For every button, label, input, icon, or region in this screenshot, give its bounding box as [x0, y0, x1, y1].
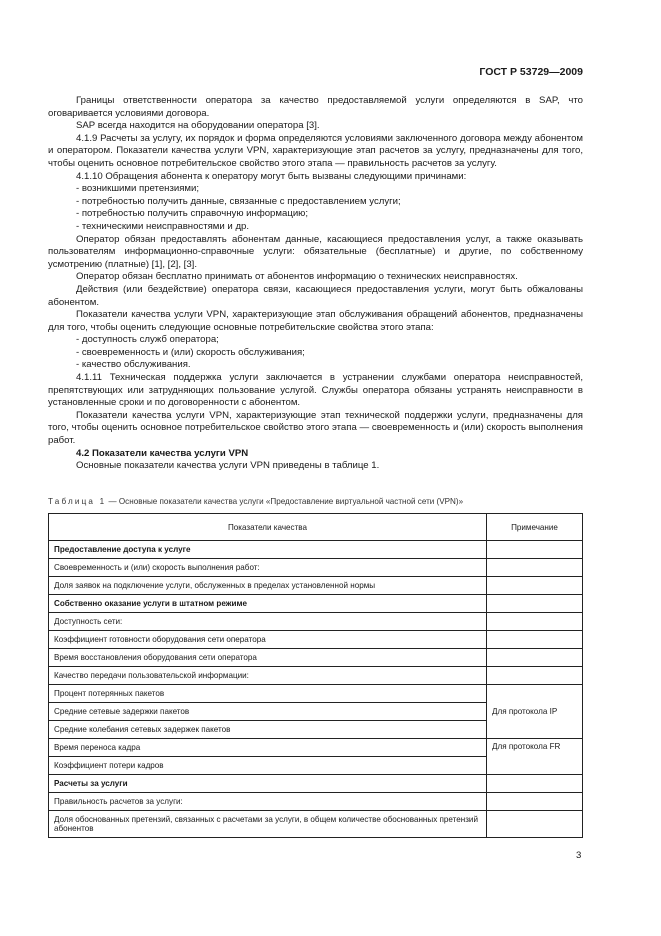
- table-section-cell: Расчеты за услуги: [49, 775, 487, 793]
- table-section-cell: Собственно оказание услуги в штатном режиме: [49, 595, 487, 613]
- table-row: [49, 595, 583, 613]
- note-fr-protocol: Для протокола FR: [487, 739, 583, 775]
- table-note-cell: [487, 595, 583, 613]
- table-note-cell: [487, 631, 583, 649]
- table-row: [49, 685, 583, 703]
- table-row: [49, 541, 583, 559]
- table-cell: Время переноса кадра: [49, 739, 487, 757]
- paragraph: Показатели качества услуги VPN, характеризующие этап технической поддержки услуги, предназначены для того, чтобы оценить основное потребительское свойство этого этапа — своевременность и (или) скорость выполнения работ.: [48, 409, 583, 447]
- list-item: - возникшими претензиями;: [76, 183, 200, 195]
- table-row: [49, 613, 583, 631]
- quality-indicators-table: [48, 513, 583, 838]
- paragraph: Действия (или бездействие) оператора связи, касающиеся предоставления услуги, могут быть обжалованы абонентом.: [48, 283, 583, 308]
- table-row: [49, 793, 583, 811]
- table-cell: Доступность сети:: [49, 613, 487, 631]
- note-ip-protocol: Для протокола IP: [487, 685, 583, 739]
- body-text: [48, 95, 583, 473]
- paragraph: Оператор обязан бесплатно принимать от абонентов информацию о технических неисправностях.: [76, 271, 518, 283]
- table-note-cell: [487, 559, 583, 577]
- section-heading: 4.2 Показатели качества услуги VPN: [76, 447, 249, 459]
- paragraph: 4.1.10 Обращения абонента к оператору могут быть вызваны следующими причинами:: [76, 170, 467, 182]
- paragraph: Границы ответственности оператора за качество предоставляемой услуги определяются в SAP, что оговаривается условиями договора.: [48, 95, 583, 119]
- table-row: [49, 739, 583, 757]
- table-cell: Коэффициент готовности оборудования сети оператора: [49, 631, 487, 649]
- paragraph: 4.1.11 Техническая поддержка услуги заключается в устранении службами оператора неисправностей, препятствующих или затрудняющих пользование услугой. Службы оператора обязаны устранять неисправности в установленные сроки и по договоренности с абонентом.: [48, 372, 583, 409]
- table-note-cell: [487, 667, 583, 685]
- table-row: [49, 649, 583, 667]
- table-cell: Своевременность и (или) скорость выполнения работ:: [49, 559, 487, 577]
- table-cell: Правильность расчетов за услуги:: [49, 793, 487, 811]
- table-cell: Доля обоснованных претензий, связанных с расчетами за услуги, в общем количестве обоснованных претензий абонентов: [49, 811, 487, 838]
- table-note-cell: [487, 613, 583, 631]
- table-note-cell: [487, 649, 583, 667]
- table-cell: Средние сетевые задержки пакетов: [49, 703, 487, 721]
- table-row: [49, 577, 583, 595]
- table-row: [49, 811, 583, 838]
- paragraph: SAP всегда находится на оборудовании оператора [3].: [76, 120, 320, 132]
- paragraph: Основные показатели качества услуги VPN приведены в таблице 1.: [76, 460, 380, 472]
- table-cell: Средние колебания сетевых задержек пакетов: [49, 721, 487, 739]
- table-cell: Качество передачи пользовательской информации:: [49, 667, 487, 685]
- list-item: - качество обслуживания.: [76, 359, 191, 371]
- table-row: [49, 631, 583, 649]
- table-row: [49, 667, 583, 685]
- paragraph: 4.1.9 Расчеты за услугу, их порядок и форма определяются условиями заключенного договора между абонентом и оператором. Показатели качества услуги VPN, характеризующие этап расчетов за услугу, предназначены для того, чтобы оценить основное потребительское свойство этого этапа — правильность расчетов за услугу.: [48, 132, 583, 169]
- list-item: - своевременность и (или) скорость обслуживания;: [76, 346, 305, 358]
- table-note-cell: [487, 811, 583, 838]
- table-caption-text: — Основные показатели качества услуги «Предоставление виртуальной частной сети (VPN)»: [106, 497, 464, 506]
- table-cell: Время восстановления оборудования сети оператора: [49, 649, 487, 667]
- page-number: 3: [576, 850, 582, 861]
- table-cell: Коэффициент потери кадров: [49, 757, 487, 775]
- document-code: ГОСТ Р 53729—2009: [479, 66, 583, 78]
- paragraph: Показатели качества услуги VPN, характеризующие этап обслуживания обращений абонентов, предназначены для того, чтобы оценить следующие основные потребительские свойства этого этапа:: [48, 309, 583, 333]
- list-item: - техническими неисправностями и др.: [76, 220, 250, 232]
- table-cell: Доля заявок на подключение услуги, обслуженных в пределах установленной нормы: [49, 577, 487, 595]
- paragraph: Оператор обязан предоставлять абонентам данные, касающиеся предоставления услуг, а также оказывать пользователям информационно-справочные услуги: обязательные (бесплатные) и другие, по собственному усмотрению (платные) [1], [2], [3].: [48, 233, 583, 270]
- column-header-indicators: Показатели качества: [49, 514, 487, 541]
- table-cell: Процент потерянных пакетов: [49, 685, 487, 703]
- table-section-cell: Предоставление доступа к услуге: [49, 541, 487, 559]
- table-caption: [48, 497, 588, 506]
- list-item: - потребностью получить данные, связанные с предоставлением услуги;: [76, 195, 401, 207]
- list-item: - потребностью получить справочную информацию;: [76, 208, 309, 220]
- table-note-cell: [487, 793, 583, 811]
- list-item: - доступность служб оператора;: [76, 334, 219, 346]
- table-note-cell: [487, 541, 583, 559]
- table-row: [49, 559, 583, 577]
- column-header-notes: Примечание: [487, 514, 583, 541]
- table-note-cell: [487, 577, 583, 595]
- table-caption-prefix: Таблица 1: [48, 497, 107, 506]
- table-row: [49, 775, 583, 793]
- table-note-cell: [487, 775, 583, 793]
